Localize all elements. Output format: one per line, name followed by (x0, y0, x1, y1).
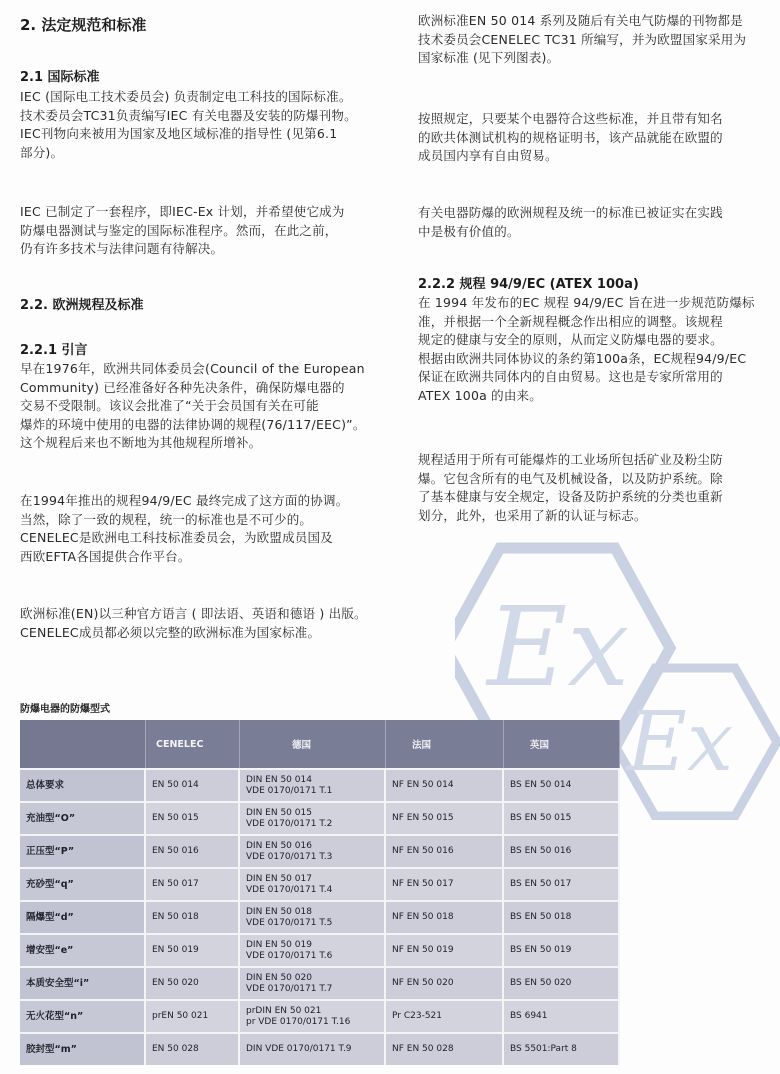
text-line: 准，并根据一个全新规程概念作出相应的调整。该规程 (418, 313, 723, 329)
table-title: 防爆电器的防爆型式 (20, 704, 110, 715)
table-cell (386, 900, 504, 933)
section-2-2-1-title: 2.2.1 引言 (20, 343, 88, 358)
cell-line: VDE 0170/0171 T.4 (246, 884, 333, 895)
cell-line: EN 50 014 (152, 780, 199, 790)
table-cell (146, 999, 240, 1032)
table-cell (386, 768, 504, 801)
text-line: IEC 已制定了一套程序，即IEC-Ex 计划，并希望使它成为 (20, 204, 345, 219)
cell-line: 充砂型“q” (26, 879, 74, 890)
cell-line: DIN EN 50 019 (246, 939, 312, 950)
text-line: 根据由欧洲共同体协议的条约第100a条，EC规程94/9/EC (418, 350, 747, 366)
table-cell (240, 867, 386, 900)
cell-line: prEN 50 021 (152, 1011, 209, 1021)
section-2-1-para-1 (20, 88, 357, 162)
table-row-header (20, 801, 146, 834)
table-header-row (20, 720, 620, 768)
text-line: IEC刊物向来被用为国家及地区域标准的指导性 (见第6.1 (20, 126, 338, 141)
text-line: 早在1976年，欧洲共同体委员会(Council of the European (20, 361, 365, 376)
table-cell (240, 933, 386, 966)
table-cell (386, 801, 504, 834)
cell-line: BS EN 50 019 (510, 945, 572, 955)
table-cell (146, 966, 240, 999)
text-line: 西欧EFTA各国提供合作平台。 (20, 548, 191, 564)
table-row (20, 801, 620, 834)
table-row-header (20, 768, 146, 801)
cell-line: VDE 0170/0171 T.1 (246, 785, 333, 796)
text-line: ATEX 100a 的由来。 (418, 387, 542, 403)
text-line: 爆。它包含所有的电气及机械设备，以及防护系统。除 (418, 470, 723, 486)
cell-line: NF EN 50 014 (392, 780, 454, 790)
text-line: 欧洲标准(EN)以三种官方语言 ( 即法语、英语和德语 ) 出版。 (20, 606, 367, 621)
section-2-1 (20, 66, 357, 162)
cell-line: DIN VDE 0170/0171 T.9 (246, 1044, 352, 1054)
text-line: 划分，此外，也采用了新的认证与标志。 (418, 507, 647, 523)
text-line: CENELEC是欧洲电工科技标准委员会，为欧盟成员国及 (20, 530, 333, 545)
cell-line: EN 50 018 (152, 912, 199, 922)
cell-line: EN 50 015 (152, 813, 199, 823)
cell-line: 胶封型“m” (26, 1044, 77, 1055)
cell-line: VDE 0170/0171 T.5 (246, 917, 333, 928)
table-cell (146, 900, 240, 933)
text-line: 仍有许多技术与法律问题有待解决。 (20, 241, 224, 256)
table-row-header (20, 966, 146, 999)
cell-line: 正压型“P” (26, 846, 75, 857)
table-cell (504, 933, 620, 966)
table-row-header (20, 999, 146, 1032)
cell-line: 无火花型“n” (26, 1011, 84, 1022)
table-cell (240, 768, 386, 801)
cell-line: BS EN 50 015 (510, 813, 572, 823)
page-heading: 2. 法定规范和标准 (20, 16, 147, 34)
right-para-1 (418, 12, 746, 68)
table-cell (386, 933, 504, 966)
table-cell (504, 801, 620, 834)
table-cell (146, 933, 240, 966)
table-cell (386, 966, 504, 999)
text-line: 这个规程后来也不断地为其他规程所增补。 (20, 435, 262, 450)
cell-line: DIN EN 50 020 (246, 972, 312, 983)
table-header-cell: 英国 (504, 720, 620, 768)
text-line: 中是极有价值的。 (418, 223, 520, 239)
section-2-2-1-para-1 (20, 360, 366, 453)
cell-line: BS EN 50 020 (510, 978, 572, 988)
section-2-2-1-para-3 (20, 605, 367, 642)
text-line: IEC (国际电工技术委员会) 负责制定电工科技的国际标准。 (20, 89, 352, 104)
text-line: 有关电器防爆的欧洲规程及统一的标准已被证实在实践 (418, 205, 723, 220)
cell-line: 总体要求 (26, 780, 65, 791)
cell-line: NF EN 50 019 (392, 945, 454, 955)
table-row-header (20, 900, 146, 933)
table-cell (504, 999, 620, 1032)
cell-line: BS EN 50 017 (510, 879, 572, 889)
cell-line: BS 6941 (510, 1011, 548, 1021)
table-row (20, 1032, 620, 1065)
table-cell (146, 867, 240, 900)
cell-line: EN 50 016 (152, 846, 199, 856)
cell-line: VDE 0170/0171 T.6 (246, 950, 333, 961)
text-line: 技术委员会TC31负责编写IEC 有关电器及安装的防爆刊物。 (20, 107, 357, 123)
table-cell (240, 834, 386, 867)
section-2-2-2 (418, 273, 755, 405)
text-line: 保证在欧洲共同体内的自由贸易。这也是专家所常用的 (418, 369, 723, 384)
table-row (20, 768, 620, 801)
table-cell (504, 966, 620, 999)
cell-line: Pr C23-521 (392, 1011, 442, 1021)
cell-line: BS EN 50 014 (510, 780, 572, 790)
table-cell (504, 768, 620, 801)
section-2-2-title: 2.2. 欧洲规程及标准 (20, 298, 144, 313)
text-line: 在 1994 年发布的EC 规程 94/9/EC 旨在进一步规范防爆标 (418, 295, 755, 310)
table-cell (146, 801, 240, 834)
text-line: 了基本健康与安全规定，设备及防护系统的分类也重新 (418, 489, 723, 504)
text-line: 技术委员会CENELEC TC31 所编写，并为欧盟国家采用为 (418, 31, 747, 47)
cell-line: 本质安全型“i” (26, 978, 90, 989)
cell-line: DIN EN 50 015 (246, 807, 312, 818)
table-cell (504, 834, 620, 867)
cell-line: EN 50 019 (152, 945, 199, 955)
ex-hexagon-icon-small (613, 668, 777, 816)
section-2-2-2-para-2 (418, 451, 723, 525)
table-cell (386, 999, 504, 1032)
cell-line: VDE 0170/0171 T.3 (246, 851, 333, 862)
cell-line: NF EN 50 016 (392, 846, 454, 856)
table-cell (386, 1032, 504, 1065)
table-cell (386, 834, 504, 867)
table-cell (240, 999, 386, 1032)
table-cell (504, 900, 620, 933)
text-line: 按照规定，只要某个电器符合这些标准，并且带有知名 (418, 111, 723, 126)
section-2-2-2-title: 2.2.2 规程 94/9/EC (ATEX 100a) (418, 277, 639, 292)
table-cell (240, 966, 386, 999)
table-header-cell: 法国 (386, 720, 504, 768)
table-header-cell: CENELEC (146, 720, 240, 768)
cell-line: prDIN EN 50 021 (246, 1005, 322, 1016)
table-row (20, 834, 620, 867)
table-row (20, 966, 620, 999)
table-row (20, 867, 620, 900)
table-cell (146, 768, 240, 801)
text-line: 的欧共体测试机构的规格证明书，该产品就能在欧盟的 (418, 129, 723, 145)
cell-line: EN 50 017 (152, 879, 199, 889)
cell-line: NF EN 50 015 (392, 813, 454, 823)
cell-line: EN 50 028 (152, 1044, 199, 1054)
cell-line: NF EN 50 020 (392, 978, 454, 988)
table-cell (386, 867, 504, 900)
table-row-header (20, 1032, 146, 1065)
cell-line: EN 50 020 (152, 978, 199, 988)
text-line: CENELEC成员都必须以完整的欧洲标准为国家标准。 (20, 624, 321, 640)
table-row (20, 933, 620, 966)
cell-line: 增安型“e” (26, 945, 74, 956)
text-line: 当然，除了一致的规程，统一的标准也是不可少的。 (20, 511, 313, 527)
section-2-2-2-para-1 (418, 294, 755, 405)
text-line: 规定的健康与安全的原则，从而定义防爆电器的要求。 (418, 332, 723, 347)
cell-line: DIN EN 50 018 (246, 906, 312, 917)
table-row-header (20, 933, 146, 966)
standards-table (20, 720, 620, 1065)
cell-line: NF EN 50 017 (392, 879, 454, 889)
cell-line: VDE 0170/0171 T.2 (246, 818, 333, 829)
cell-line: BS 5501:Part 8 (510, 1044, 577, 1054)
cell-line: DIN EN 50 017 (246, 873, 312, 884)
text-line: 规程适用于所有可能爆炸的工业场所包括矿业及粉尘防 (418, 452, 723, 467)
cell-line: 充油型“O” (26, 813, 76, 824)
table-row (20, 999, 620, 1032)
cell-line: VDE 0170/0171 T.7 (246, 983, 333, 994)
section-2-1-title: 2.1 国际标准 (20, 70, 100, 85)
cell-line: pr VDE 0170/0171 T.16 (246, 1016, 351, 1027)
table-cell (504, 867, 620, 900)
table-cell (240, 1032, 386, 1065)
cell-line: NF EN 50 018 (392, 912, 454, 922)
cell-line: BS EN 50 016 (510, 846, 572, 856)
cell-line: BS EN 50 018 (510, 912, 572, 922)
section-2-1-para-2 (20, 203, 345, 259)
table-cell (504, 1032, 620, 1065)
right-para-3 (418, 204, 723, 241)
ex-logo-text-small: Ex (627, 695, 734, 790)
text-line: 在1994年推出的规程94/9/EC 最终完成了这方面的协调。 (20, 493, 349, 508)
table-cell (240, 801, 386, 834)
table-cell (146, 1032, 240, 1065)
table-row-header (20, 867, 146, 900)
cell-line: NF EN 50 028 (392, 1044, 454, 1054)
text-line: 部分)。 (20, 144, 64, 160)
text-line: 欧洲标准EN 50 014 系列及随后有关电气防爆的刊物都是 (418, 13, 743, 28)
table-cell (240, 900, 386, 933)
table-header-cell: 德国 (240, 720, 386, 768)
table-header-cell (20, 720, 146, 768)
text-line: 爆炸的环境中使用的电器的法律协调的规程(76/117/EEC)”。 (20, 416, 366, 432)
text-line: Community) 已经准备好各种先决条件，确保防爆电器的 (20, 379, 345, 395)
section-2-2-1 (20, 339, 366, 453)
table-cell (146, 834, 240, 867)
table-row (20, 900, 620, 933)
text-line: 成员国内享有自由贸易。 (418, 148, 558, 163)
table-row-header (20, 834, 146, 867)
text-line: 交易不受限制。该议会批准了“关于会员国有关在可能 (20, 398, 319, 413)
right-para-2 (418, 110, 723, 166)
text-line: 防爆电器测试与鉴定的国际标准程序。然而，在此之前， (20, 222, 338, 238)
cell-line: DIN EN 50 014 (246, 774, 312, 785)
ex-logo-text-large: Ex (487, 583, 630, 711)
cell-line: 隔爆型“d” (26, 912, 74, 923)
section-2-2-1-para-2 (20, 492, 348, 566)
text-line: 国家标准 (见下列图表)。 (418, 50, 560, 65)
cell-line: DIN EN 50 016 (246, 840, 312, 851)
